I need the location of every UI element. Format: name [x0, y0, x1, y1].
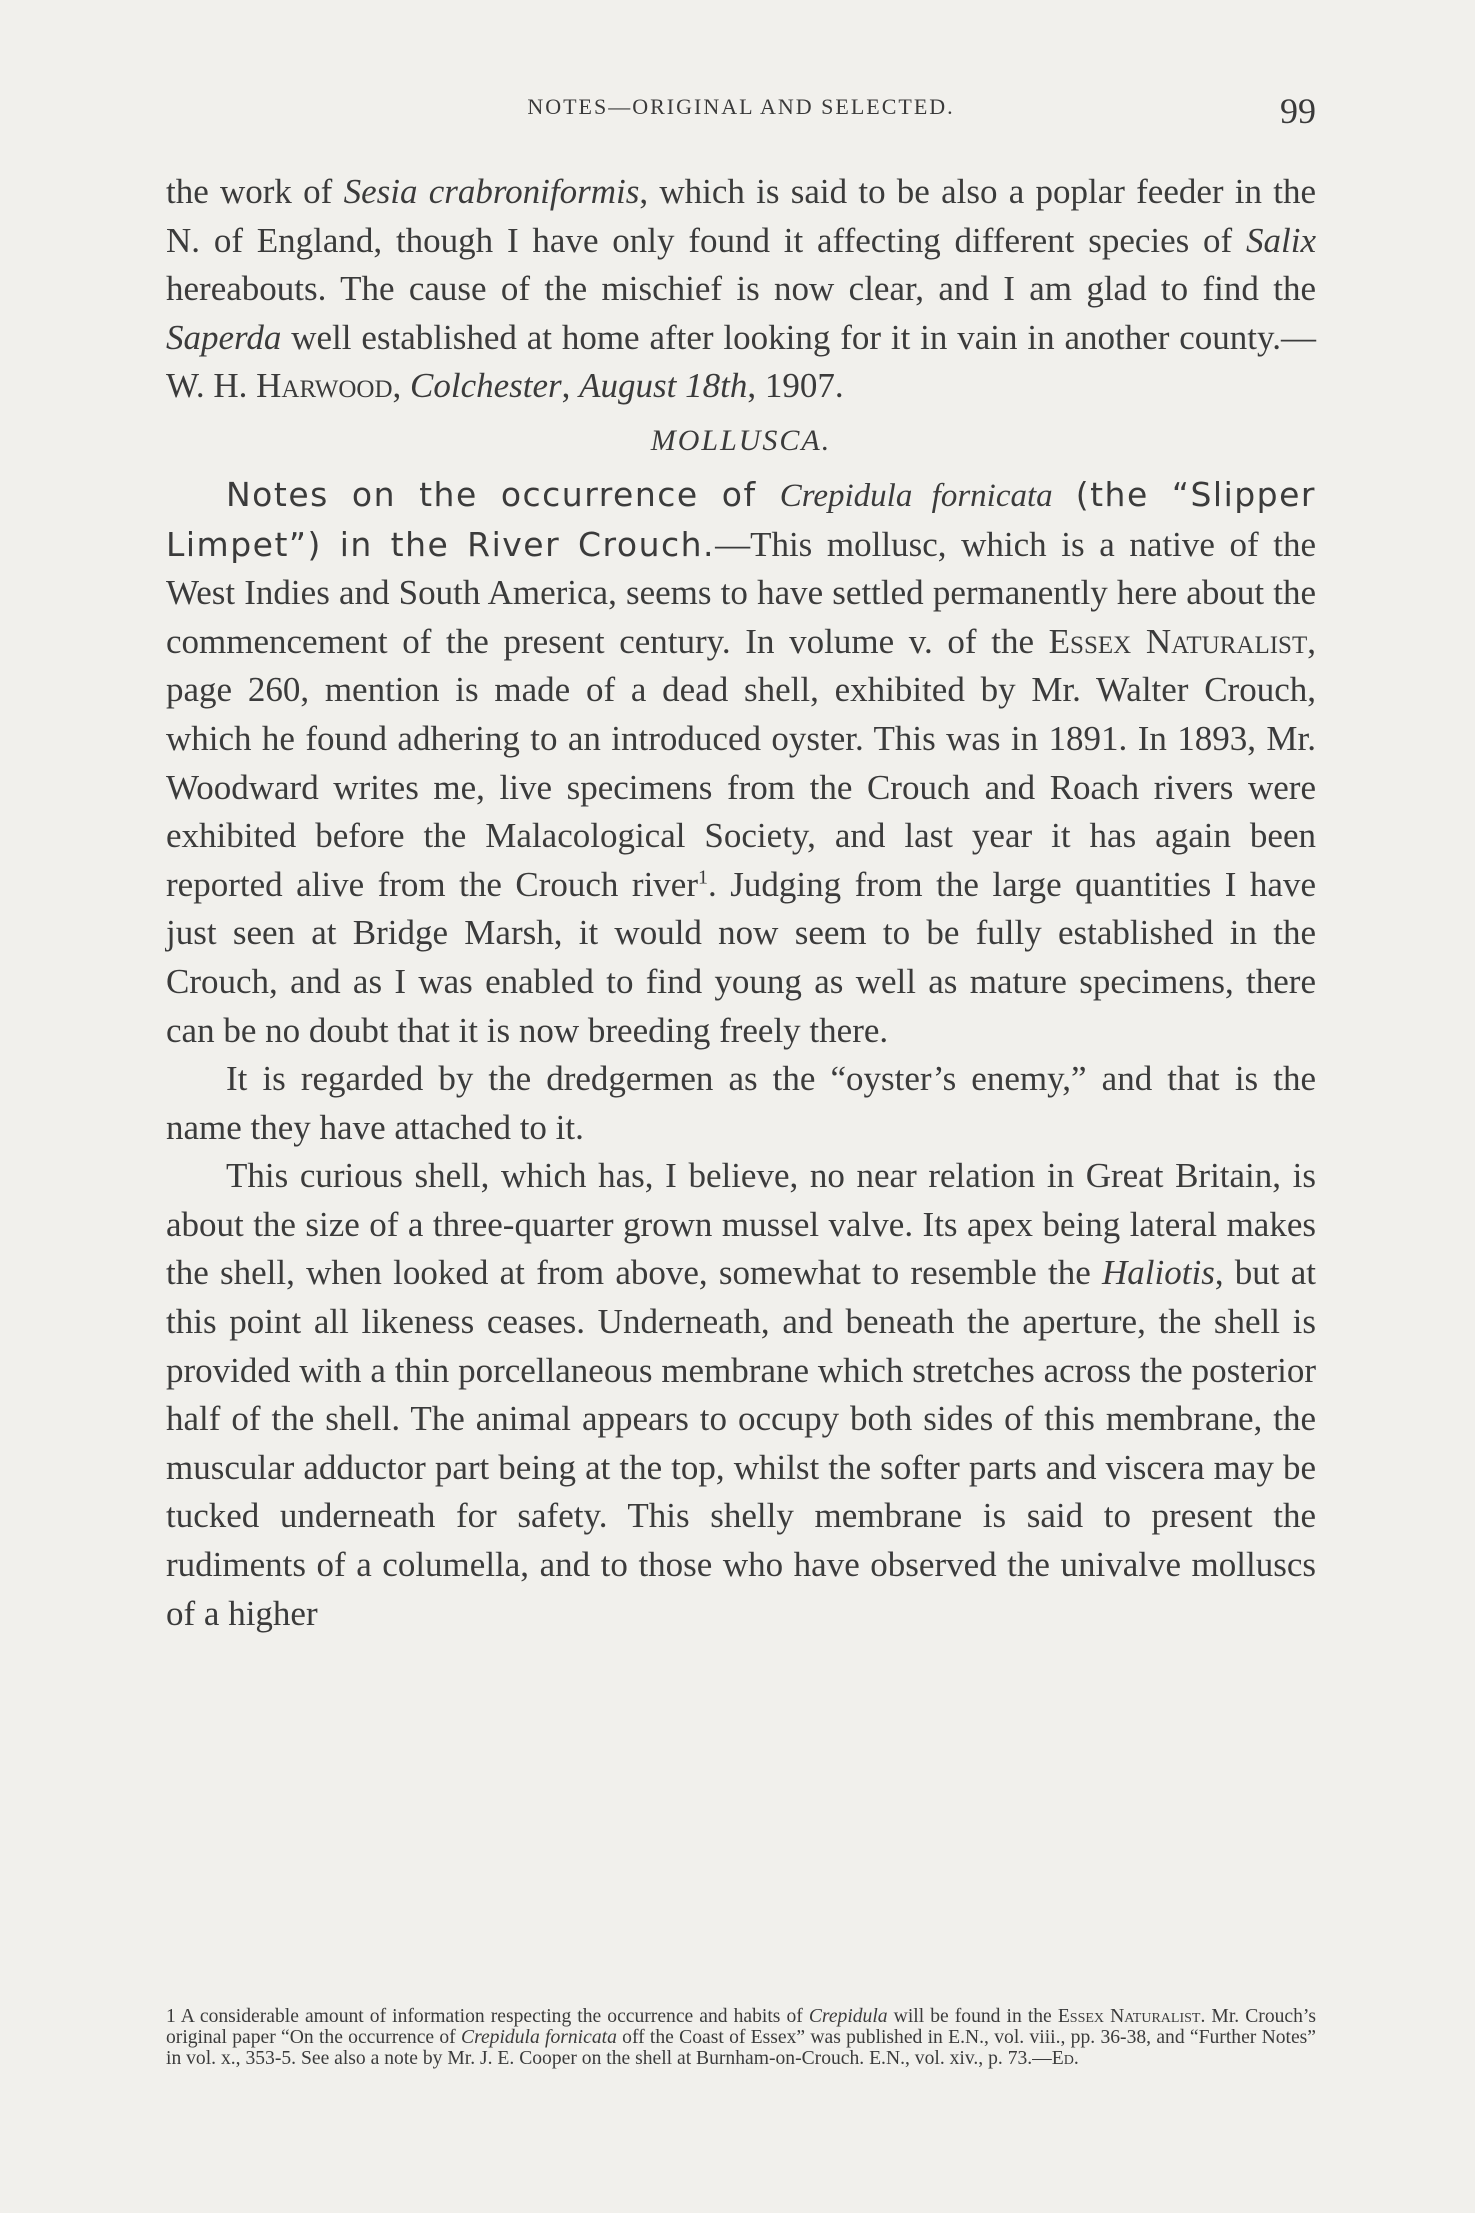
note-title: Notes on the occurrence of Crepidula fornicata (the “Slipper Limpet”) in the River Crouch.	[166, 474, 1317, 564]
running-head	[166, 90, 1316, 130]
section-heading: MOLLUSCA.	[650, 423, 832, 457]
body-text	[166, 168, 1316, 1638]
footnote-reference: 1	[698, 866, 708, 889]
footnotes	[166, 2006, 1316, 2069]
footnote: 1 A considerable amount of information respecting the occurrence and habits of Crepidula will be found in the Essex Naturalist. Mr. Crouch’s original paper “On the occurrence of Crepidula fornicata off the Coast of Essex” was published in E.N., vol. viii., pp. 36-38, and “Further Notes” in vol. x., 353-5. See also a note by Mr. J. E. Cooper on the shell at Burnham-on-Crouch. E.N., vol. xiv., p. 73.—Ed.	[166, 2006, 1316, 2069]
footnote-mark: 1	[166, 2006, 176, 2027]
paragraph-note: Notes on the occurrence of Crepidula fornicata (the “Slipper Limpet”) in the River Crouch.—This mollusc, which is a native of the West Indies and South America, seems to have settled permanently here about the commencement of the present century. In volume v. of the Essex Naturalist, page 260, mention is made of a dead shell, exhibited by Mr. Walter Crouch, which he found adhering to an introduced oyster. This was in 1891. In 1893, Mr. Woodward writes me, live specimens from the Crouch and Roach rivers were exhibited before the Malacological Society, and last year it has again been reported alive from the Crouch river$^1$. Judging from the large quantities I have just seen at Bridge Marsh, it would now seem to be fully established in the Crouch, and as I was enabled to find young as well as mature specimens, there can be no doubt that it is now breeding freely there.	[166, 474, 1317, 1050]
page-number: 99	[1280, 91, 1316, 131]
author-name: Harwood	[256, 366, 393, 406]
paragraph: It is regarded by the dredgermen as the “oyster’s enemy,” and that is the name they have attached to it.	[166, 1059, 1316, 1147]
paragraph-continued: the work of Sesia crabroniformis, which is said to be also a poplar feeder in the N. of England, though I have only found it affecting different species of Salix hereabouts. The cause of the mischief is now clear, and I am glad to find the Saperda well established at home after looking for it in vain in another county.—W. H. Harwood, Colchester, August 18th, 1907.	[166, 172, 1317, 406]
paragraph: This curious shell, which has, I believe, no near relation in Great Britain, is about the size of a three-quarter grown mussel valve. Its apex being lateral makes the shell, when looked at from above, somewhat to resemble the Haliotis, but at this point all likeness ceases. Underneath, and beneath the aperture, the shell is provided with a thin porcellaneous membrane which stretches across the posterior half of the shell. The animal appears to occupy both sides of this membrane, the muscular adductor part being at the top, whilst the softer parts and viscera may be tucked underneath for safety. This shelly membrane is said to present the rudiments of a columella, and to those who have observed the univalve molluscs of a higher	[166, 1156, 1316, 1633]
running-title: NOTES—ORIGINAL AND SELECTED.	[527, 94, 955, 119]
